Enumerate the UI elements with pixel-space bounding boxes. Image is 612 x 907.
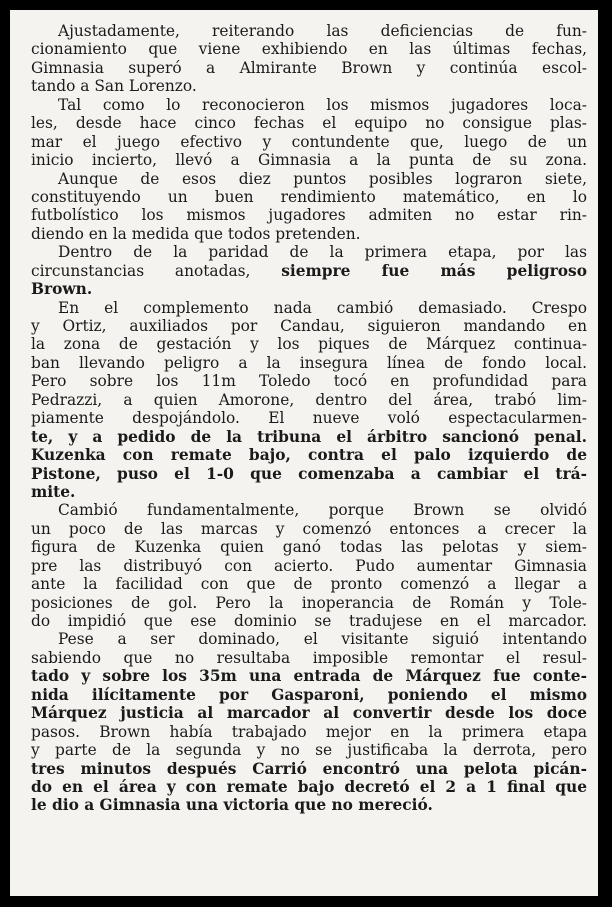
article-line: do impidió que ese dominio se tradujese en el marcador. (31, 612, 587, 630)
article-line: les, desde hace cinco fechas el equipo no consigue plas- (31, 114, 587, 133)
article-line: En el complemento nada cambió demasiado. Crespo (58, 298, 587, 317)
article-line: tado y sobre los 35m una entrada de Márquez fue conte- (31, 667, 587, 686)
article-line: Pistone, puso el 1-0 que comenzaba a cambiar el trá- (31, 464, 587, 483)
article-line: Cambió fundamentalmente, porque Brown se olvidó (58, 501, 587, 520)
article-line: do en el área y con remate bajo decretó el 2 a 1 final que (31, 777, 587, 796)
article-line: Pese a ser dominado, el visitante siguió intentando (58, 630, 587, 649)
article-line: pasos. Brown había trabajado mejor en la primera etapa (31, 722, 587, 741)
article-line: constituyendo un buen rendimiento matemático, en lo (31, 187, 587, 206)
article-line: Aunque de esos diez puntos posibles lograron siete, (58, 169, 587, 188)
article-line: y parte de la segunda y no se justificaba la derrota, pero (31, 741, 587, 760)
article-line: posiciones de gol. Pero la inoperancia de Román y Tole- (31, 593, 587, 612)
article-line: Kuzenka con remate bajo, contra el palo izquierdo de (31, 446, 587, 465)
article-body (31, 22, 587, 815)
article-line: la zona de gestación y los piques de Márquez continua- (31, 335, 587, 354)
article-line: circunstancias anotadas, siempre fue más peligroso (31, 261, 587, 280)
article-line: diendo en la medida que todos pretenden. (31, 224, 361, 243)
article-line: ante la facilidad con que de pronto comenzó a llegar a (31, 575, 587, 594)
article-line: figura de Kuzenka quien ganó todas las pelotas y siem- (31, 538, 587, 557)
article-line: te, y a pedido de la tribuna el árbitro sancionó penal. (31, 427, 587, 446)
article-line: Gimnasia superó a Almirante Brown y continúa escol- (31, 58, 587, 77)
article-line: le dio a Gimnasia una victoria que no mereció. (31, 796, 433, 815)
article-line: tando a San Lorenzo. (31, 77, 197, 96)
article-line: Márquez justicia al marcador al convertir desde los doce (31, 704, 587, 723)
article-line: cionamiento que viene exhibiendo en las últimas fechas, (31, 40, 587, 59)
article-line: sabiendo que no resultaba imposible remontar el resul- (31, 648, 587, 667)
article-line: Pedrazzi, a quien Amorone, dentro del área, trabó lim- (31, 390, 587, 409)
article-line: Tal como lo reconocieron los mismos jugadores loca- (58, 95, 587, 114)
article-line: ban llevando peligro a la insegura línea de fondo local. (31, 353, 587, 372)
article-line: Brown. (31, 280, 93, 299)
article-line: pre las distribuyó con acierto. Pudo aumentar Gimnasia (31, 556, 587, 575)
article-line: nida ilícitamente por Gasparoni, poniendo el mismo (31, 685, 587, 704)
article-line: Dentro de la paridad de la primera etapa, por las (58, 243, 587, 262)
article-line: y Ortiz, auxiliados por Candau, siguieron mandando en (31, 317, 587, 335)
article-line: tres minutos después Carrió encontró una pelota picán- (31, 759, 587, 778)
article-line: inicio incierto, llevó a Gimnasia a la punta de su zona. (31, 151, 587, 170)
article-line: piamente despojándolo. El nueve voló espectacularmen- (31, 409, 587, 428)
article-line: futbolístico los mismos jugadores admiten no estar rin- (31, 206, 587, 225)
article-line: un poco de las marcas y comenzó entonces a crecer la (31, 519, 587, 538)
article-line: Ajustadamente, reiterando las deficiencias de fun- (58, 22, 587, 40)
newspaper-clipping (10, 10, 598, 896)
article-line: mar el juego efectivo y contundente que, luego de un (31, 132, 587, 151)
article-line: Pero sobre los 11m Toledo tocó en profundidad para (31, 372, 587, 391)
article-line: mite. (31, 482, 76, 501)
